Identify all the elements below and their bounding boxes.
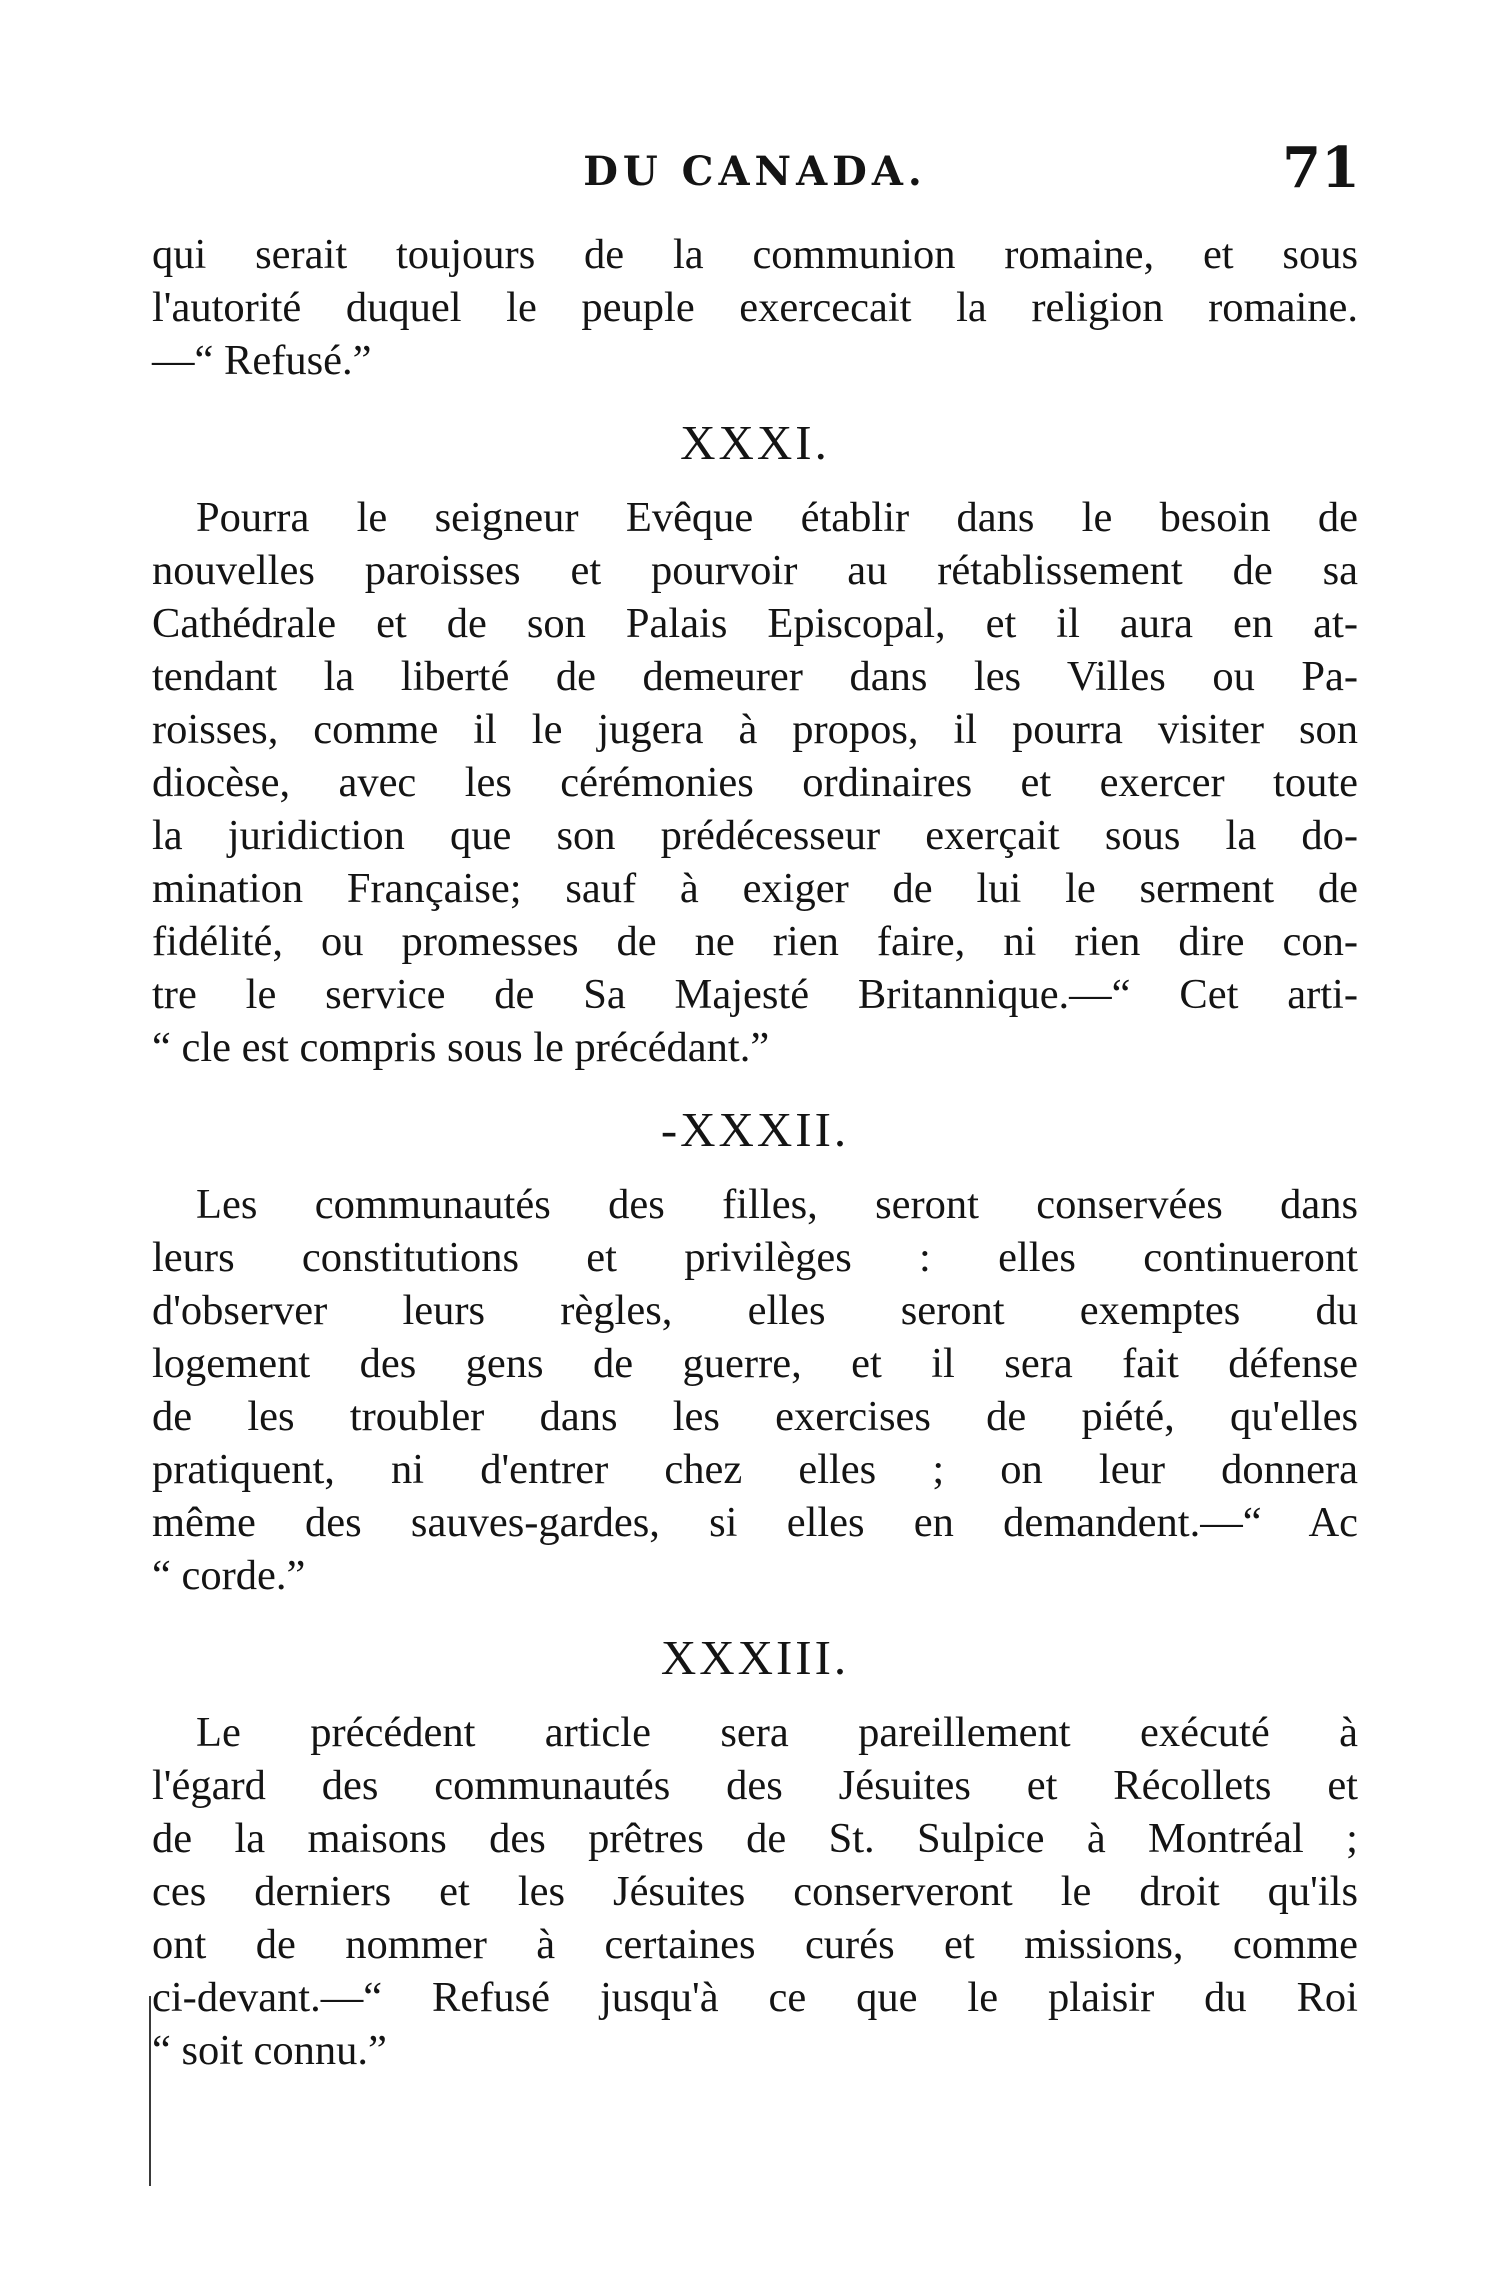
text-line: Le précédent article sera pareillement exécuté à	[196, 1709, 1358, 1756]
text-line: la juridiction que son prédécesseur exerçait sous la do-	[152, 812, 1358, 859]
text-line: —“ Refusé.”	[152, 337, 372, 384]
article-paragraph-xxxi	[152, 491, 1358, 1074]
text-line: mination Française; sauf à exiger de lui le serment de	[152, 865, 1358, 912]
intro-paragraph	[152, 228, 1358, 387]
text-line: pratiquent, ni d'entrer chez elles ; on leur donnera	[152, 1446, 1358, 1493]
text-line: d'observer leurs règles, elles seront exemptes du	[152, 1287, 1358, 1334]
text-line: “ corde.”	[152, 1552, 306, 1599]
text-line: Les communautés des filles, seront conservées dans	[196, 1181, 1358, 1228]
text-line: leurs constitutions et privilèges : elles continueront	[152, 1234, 1358, 1281]
article-heading-xxxii: -XXXII.	[660, 1102, 850, 1157]
text-line: qui serait toujours de la communion romaine, et sous	[152, 231, 1358, 278]
text-line: diocèse, avec les cérémonies ordinaires et exercer toute	[152, 759, 1358, 806]
text-line: fidélité, ou promesses de ne rien faire, ni rien dire con-	[152, 918, 1358, 965]
text-line: logement des gens de guerre, et il sera fait défense	[152, 1340, 1358, 1387]
text-line: nouvelles paroisses et pourvoir au rétablissement de sa	[152, 547, 1358, 594]
running-head	[150, 135, 1360, 210]
text-line: ont de nommer à certaines curés et missions, comme	[152, 1921, 1358, 1968]
body-text	[152, 228, 1358, 2077]
article-paragraph-xxxii	[152, 1178, 1358, 1602]
text-line: ces derniers et les Jésuites conserveront le droit qu'ils	[152, 1868, 1358, 1915]
text-line: de les troubler dans les exercises de piété, qu'elles	[152, 1393, 1358, 1440]
text-line: tendant la liberté de demeurer dans les Villes ou Pa-	[152, 653, 1358, 700]
text-line: l'autorité duquel le peuple exercecait la religion romaine.	[152, 284, 1358, 331]
text-line: “ cle est compris sous le précédant.”	[152, 1024, 770, 1071]
text-line: Cathédrale et de son Palais Episcopal, et il aura en at-	[152, 600, 1358, 647]
margin-rule	[149, 1996, 151, 2186]
article-heading-xxxi: XXXI.	[680, 415, 830, 470]
text-line: l'égard des communautés des Jésuites et Récollets et	[152, 1762, 1358, 1809]
text-line: de la maisons des prêtres de St. Sulpice à Montréal ;	[152, 1815, 1358, 1862]
text-line: même des sauves-gardes, si elles en demandent.—“ Ac	[152, 1499, 1358, 1546]
page-number: 71	[1282, 135, 1360, 201]
text-line: Pourra le seigneur Evêque établir dans le besoin de	[196, 494, 1358, 541]
article-heading-xxxiii: XXXIII.	[660, 1630, 850, 1685]
text-line: tre le service de Sa Majesté Britannique.—“ Cet arti-	[152, 971, 1358, 1018]
text-line: roisses, comme il le jugera à propos, il pourra visiter son	[152, 706, 1358, 753]
text-line: “ soit connu.”	[152, 2027, 387, 2074]
running-title: DU CANADA.	[583, 148, 927, 195]
article-paragraph-xxxiii	[152, 1706, 1358, 2077]
text-line: ci-devant.—“ Refusé jusqu'à ce que le plaisir du Roi	[152, 1974, 1358, 2021]
